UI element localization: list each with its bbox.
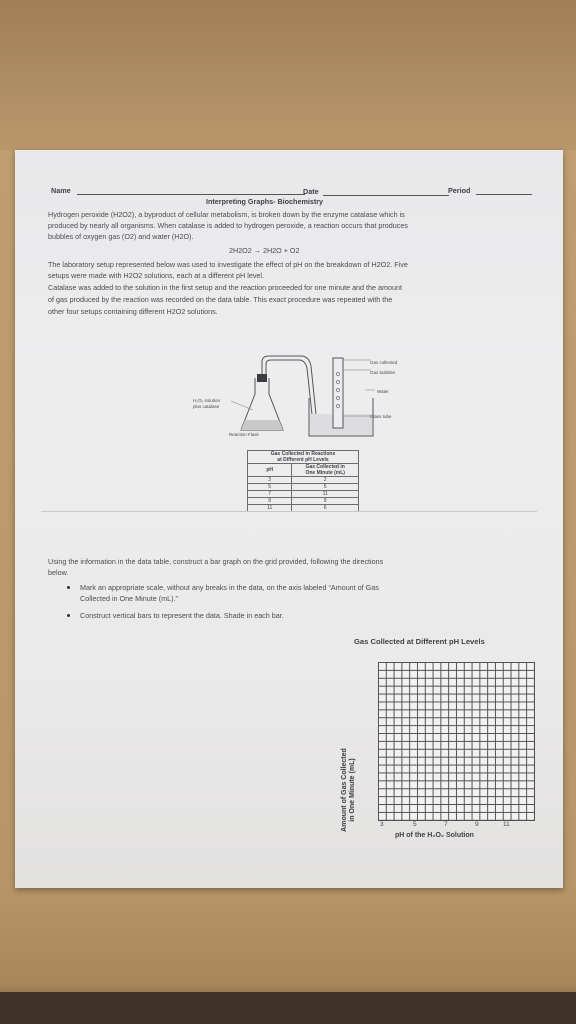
bullet-2: Construct vertical bars to represent the data. Shade in each bar. [80,611,284,620]
table-row: 9 9 [248,498,359,505]
table-row: 7 11 [248,491,359,498]
bullet-1-line-1: Mark an appropriate scale, without any breaks in the data, on the axis labeled “Amount of Gas [80,583,379,592]
intro-line-3: bubbles of oxygen gas (O2) and water (H2O). [48,232,194,241]
section-divider [41,511,537,512]
desk-edge [0,992,576,1024]
label-reaction-flask: Reaction Flask [229,432,259,437]
reaction-equation: 2H2O2 → 2H2O + O2 [229,246,300,255]
x-tick-label: 9 [475,821,479,828]
label-gas-bubbles: Gas bubbles [370,370,396,375]
data-table [247,450,359,512]
table-header-gas: Gas Collected in One Minute (mL) [292,464,359,477]
label-water: Water [377,389,389,394]
x-tick-label: 3 [380,821,384,828]
table-row: 5 5 [248,484,359,491]
desk-background-top [0,0,576,150]
intro-line-5: setups were made with H2O2 solutions, each at a different pH level. [48,271,265,280]
intro-line-6: Catalase was added to the solution in the first setup and the reaction proceeded for one minute and the amount [48,283,403,292]
graph-title: Gas Collected at Different pH Levels [354,637,485,646]
table-header-ph: pH [248,464,292,477]
label-solution-1: H₂O₂ solution [193,398,221,403]
date-line [323,195,449,196]
instructions-line-2: below. [48,568,69,577]
worksheet-paper [15,150,563,888]
bullet-icon [67,586,70,589]
table-row: 3 2 [248,477,359,484]
x-tick-label: 7 [444,821,448,828]
bullet-1-line-2: Collected in One Minute (mL).” [80,594,178,603]
label-solution-2: plus catalase [193,404,220,409]
graph-grid[interactable] [378,662,535,821]
worksheet-title: Interpreting Graphs- Biochemistry [206,197,324,206]
period-line [476,194,532,195]
date-label: Date [303,187,319,196]
intro-line-4: The laboratory setup represented below was used to investigate the effect of pH on the breakdown of H2O2. Five [48,260,408,269]
intro-line-8: other four setups containing different H2O2 solutions. [48,307,218,316]
label-glass-tube: Glass tube [370,414,392,419]
name-line [77,194,305,195]
graph-x-axis-label: pH of the H₂O₂ Solution [395,832,474,839]
intro-line-2: produced by nearly all organisms. When catalase is added to hydrogen peroxide, a reaction occurs that produces [48,221,408,230]
x-tick-label: 5 [413,821,417,828]
intro-line-1: Hydrogen peroxide (H2O2), a byproduct of cellular metabolism, is broken down by the enzyme catalase which is [48,210,405,219]
table-row: 11 6 [248,505,359,512]
instructions-line-1: Using the information in the data table, construct a bar graph on the grid provided, following the directions [48,557,384,566]
intro-line-7: of gas produced by the reaction was recorded on the data table. This exact procedure was repeated with the [48,295,393,304]
table-caption: Gas Collected in Reactions at Different pH Levels [248,451,359,464]
period-label: Period [448,186,471,195]
bullet-icon [67,614,70,617]
label-gas-collected: Gas collected [370,360,398,365]
name-label: Name [51,186,71,195]
x-tick-label: 11 [503,821,510,828]
graph-y-axis-label: Amount of Gas Collected in One Minute (mL) [341,748,356,832]
